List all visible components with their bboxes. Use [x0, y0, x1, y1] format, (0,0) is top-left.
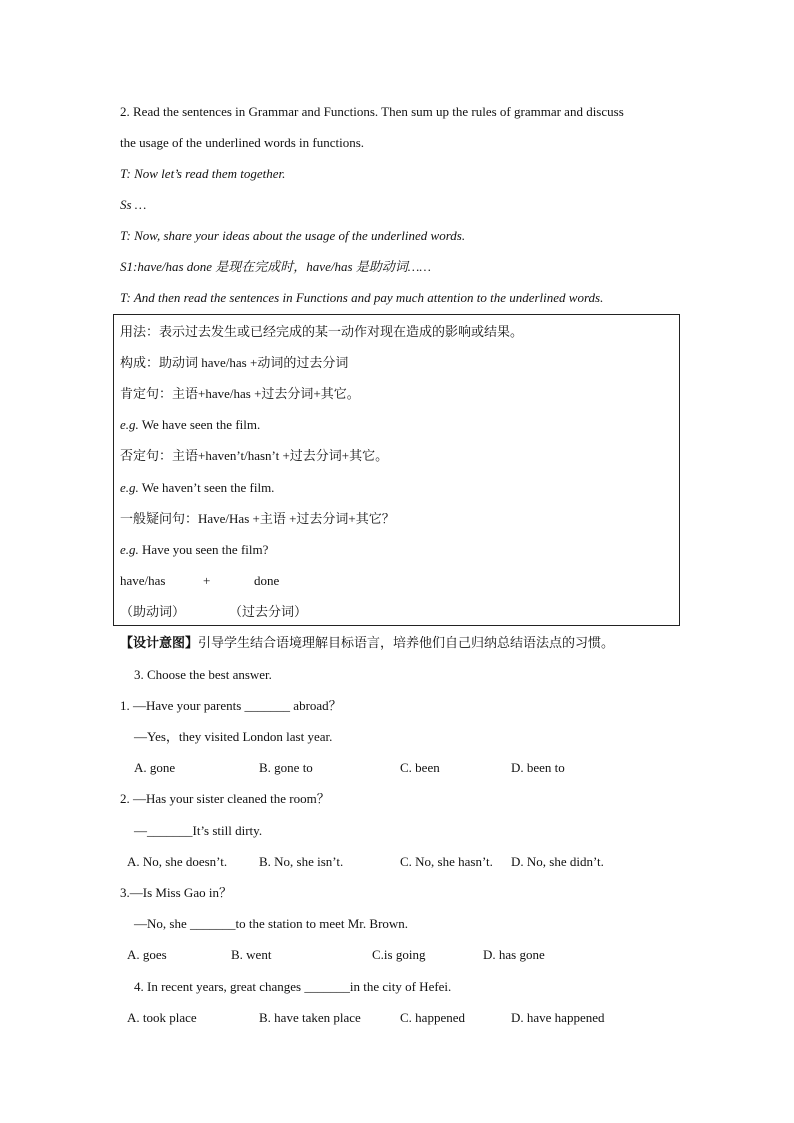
- design-intent-label: 【设计意图】: [120, 635, 199, 650]
- exercise-heading: 3. Choose the best answer.: [134, 667, 272, 682]
- q2-option-b[interactable]: B. No, she isn’t.: [259, 854, 344, 869]
- q3-option-c[interactable]: C.is going: [372, 947, 426, 962]
- form-rule: 构成：助动词 have/has +动词的过去分词: [120, 355, 349, 370]
- example-1-text: We have seen the film.: [138, 417, 261, 432]
- formula-note-auxiliary: （助动词）: [120, 604, 186, 619]
- question-2-reply: —_______It’s still dirty.: [134, 823, 263, 838]
- q4-option-d[interactable]: D. have happened: [511, 1010, 605, 1025]
- formula-have-has: have/has: [120, 573, 166, 588]
- question-rule: 一般疑问句：Have/Has +主语 +过去分词+其它？: [120, 511, 395, 526]
- question-4: 4. In recent years, great changes _______in the city of Hefei.: [134, 979, 452, 994]
- q2-option-a[interactable]: A. No, she doesn’t.: [127, 854, 228, 869]
- q2-option-c[interactable]: C. No, she hasn’t.: [400, 854, 493, 869]
- formula-note-participle: （过去分词）: [229, 604, 308, 619]
- q4-option-c[interactable]: C. happened: [400, 1010, 465, 1025]
- q1-option-d[interactable]: D. been to: [511, 760, 565, 775]
- example-2-text: We haven’t seen the film.: [138, 480, 275, 495]
- q2-option-d[interactable]: D. No, she didn’t.: [511, 854, 604, 869]
- design-intent-text: 引导学生结合语境理解目标语言，培养他们自己归纳总结语法点的习惯。: [198, 635, 615, 650]
- q3-option-a[interactable]: A. goes: [127, 947, 167, 962]
- q4-option-a[interactable]: A. took place: [127, 1010, 197, 1025]
- eg-label: e.g.: [120, 542, 139, 557]
- q4-option-b[interactable]: B. have taken place: [259, 1010, 361, 1025]
- example-1: [120, 417, 260, 433]
- teacher-line-2: T: Now, share your ideas about the usage of the underlined words.: [120, 228, 466, 243]
- task-instruction-line1: 2. Read the sentences in Grammar and Functions. Then sum up the rules of grammar and discuss: [120, 104, 624, 119]
- q3-option-d[interactable]: D. has gone: [483, 947, 545, 962]
- eg-label: e.g.: [120, 417, 139, 432]
- q3-option-b[interactable]: B. went: [231, 947, 272, 962]
- question-2: 2. —Has your sister cleaned the room？: [120, 791, 330, 806]
- question-1: 1. —Have your parents _______ abroad？: [120, 698, 342, 713]
- q1-option-c[interactable]: C. been: [400, 760, 440, 775]
- question-3-reply: —No, she _______to the station to meet Mr. Brown.: [134, 916, 409, 931]
- positive-rule: 肯定句：主语+have/has +过去分词+其它。: [120, 386, 360, 401]
- teacher-line-3: T: And then read the sentences in Functions and pay much attention to the underlined words.: [120, 290, 604, 305]
- formula-plus: +: [203, 573, 211, 588]
- example-3: [120, 542, 268, 558]
- students-line: Ss …: [120, 197, 147, 212]
- question-3: 3.—Is Miss Gao in？: [120, 885, 232, 900]
- task-instruction-line2: the usage of the underlined words in functions.: [120, 135, 365, 150]
- example-2: [120, 480, 274, 496]
- q1-option-a[interactable]: A. gone: [134, 760, 176, 775]
- example-3-text: Have you seen the film?: [138, 542, 269, 557]
- negative-rule: 否定句：主语+haven’t/hasn’t +过去分词+其它。: [120, 448, 389, 463]
- grammar-rules-box: [113, 314, 680, 626]
- teacher-line-1: T: Now let’s read them together.: [120, 166, 286, 181]
- question-1-reply: —Yes，they visited London last year.: [134, 729, 333, 744]
- student1-line: S1:have/has done 是现在完成时，have/has 是助动词……: [120, 259, 431, 274]
- formula-done: done: [254, 573, 280, 588]
- usage-rule: 用法：表示过去发生或已经完成的某一动作对现在造成的影响或结果。: [120, 324, 524, 339]
- design-intent: [120, 635, 614, 651]
- eg-label: e.g.: [120, 480, 139, 495]
- q1-option-b[interactable]: B. gone to: [259, 760, 313, 775]
